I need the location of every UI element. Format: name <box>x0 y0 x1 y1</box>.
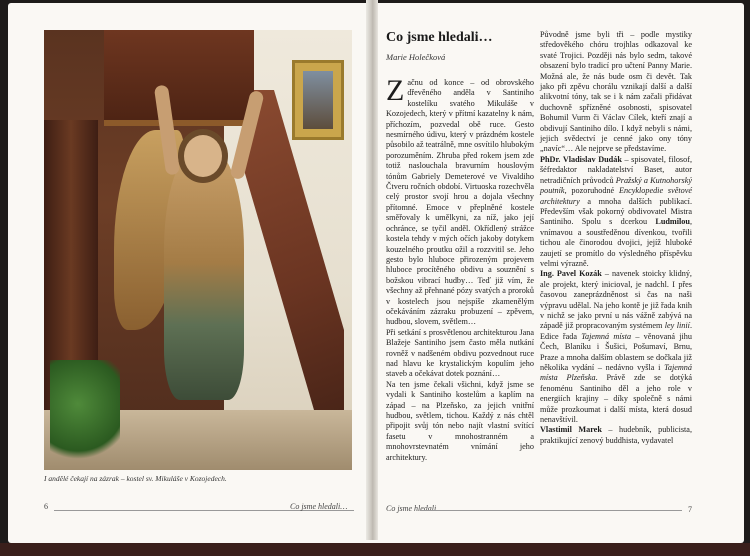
footer-rule-right <box>420 510 682 511</box>
person-name: Ing. Pavel Kozák <box>540 269 602 279</box>
photo-caption: I andělé čekají na zázrak – kostel sv. Mikuláše v Kozojedech. <box>44 474 227 483</box>
chapter-author: Marie Holečková <box>386 52 446 62</box>
paragraph: Ing. Pavel Kozák – navenek stoicky klidný, ale projekt, který inicioval, je nadchl. I přes časovou zaneprázdněnost si čas na naši výpravu udělal. Na jeho kontě je již řada knih v nichž se jako první u nás vážně zabývá na západě již propracovaným systémem ley linií. Edice řada Tajemná místa – věnovaná jihu Čech, Blaníku i Šušici, Pošumaví, Brnu, Praze a mnoha dalším oblastem se dočkala již několika vydání – nedávno vyšla i Tajemná místa Plzeňska. Právě zde se dotýká fenoménu Santiniho děl a jeho role v energiích krajiny – díky společně s námi může prozkoumat i další místa, která dosud nenavštívil. <box>540 269 692 425</box>
drop-cap: Z <box>386 74 405 107</box>
text-column-1 <box>386 74 534 463</box>
chapter-title: Co jsme hledali… <box>386 30 493 45</box>
paragraph: Při setkání s prosvětlenou architekturou Jana Blažeje Santiniho jsem často měla nutkání rovněž v nadšeném obdivu pozvednout ruce nad hlavu ke krystalickým kopulím jeho staveb a očekávat dotek poznání… <box>386 327 534 379</box>
paragraph: Začnu od konce – od obrovského dřevěného anděla v Santiniho kostelíku svatého Mikuláše v Kozojedech, který v přítmí kazatelny k nám, příchozím, pozvedal obě ruce. Gesto nesmírného údivu, který v prázdném kostele působilo až teatrálně, mne osvítilo hlubokým porozuměním. Zhruba před rokem jsem zde totiž naslouchala bravurním houslovým tónům Gabriely Demeterové ve Vivaldiho Čtveru ročních období. Virtuoska rozechvěla celý prostor svojí hrou a dojala všechny přítomné. Emoce v přeplněné kostele směřovaly k umělkyni, za níž, jako její ochránce, se tyčil anděl. Okřídlený strážce kostela tehdy v mých očích jakoby dotykem kouzelného proutku ožil a rozzvitil se. Jeho gesto bylo hluboce přirozeným projevem hluboce procítěného obdivu a souznění s božskou vibrací hudby… Teď již vím, že všechny až přehnané pózy svatých a proroků v kostelech jsou nejspíše zkamenělým očekáváním zázraku probuzení – zpěvem, hudbou, slovem, světlem… <box>386 74 534 327</box>
paragraph: Původně jsme byli tři – podle mystiky středověkého chóru trojhlas odkazoval ke svaté Trojici. Později nás bylo sedm, takové obsazení bylo tradicí pro učtení Panny Marie. Možná ale, že nás bude osm či devět. Tak jako při zpěvu chorálu vznikají další a další alikvotní tóny, tak se i k nám začali přidávat duchovně spřízněné osobnosti, spisovatel Bohumil Vurm či Václav Cílek, kteří znají a obdivují Santiniho dílo. I když nebyli s námi, jejich svědectví je cenné jako ony tóny „navíc“… Ale nejprve se představíme. <box>540 30 692 154</box>
angel-statue-photo <box>44 30 352 470</box>
person-name: Vlastimil Marek <box>540 425 602 435</box>
paragraph: Na ten jsme čekali všichni, když jsme se vydali k Santiniho kostelům a kaplím na západ – na Plzeňsko, za jejich vnitřní hudbou, světlem, tichou. Každý z nás chtěl připojit svůj tón nebo najít vlastní svítící fasetu v mnohostranném a mnohovrstevnatém vnímání jeho architektury. <box>386 379 534 462</box>
person-name: PhDr. Vladislav Dudák <box>540 154 622 164</box>
running-head-left: Co jsme hledali… <box>290 502 348 511</box>
paragraph: PhDr. Vladislav Dudák – spisovatel, filosof, šéfredaktor nakladatelství Baset, autor netradičních průvodců Pražský a Kutnohorský poutník, pozoruhodné Encyklopedie světové architektury a mnoha dalších publikací. Především však pokorný obdivovatel Mistra Santiniho. Spolu s dcerkou Ludmilou, vnímavou a soustředěnou dívenkou, tvořili tichou ale činorodou dvojici, jejíž hluboké zaujetí se promítlo do výsledného příspěvku velmi výrazně. <box>540 154 693 268</box>
text-column-2 <box>540 30 692 446</box>
running-head-right: Co jsme hledali… <box>386 504 444 513</box>
paragraph: Vlastimil Marek – hudebník, publicista, praktikující zenový buddhista, vydavatel <box>540 425 692 445</box>
page-number-right: 7 <box>688 505 692 514</box>
page-number-left: 6 <box>44 502 48 511</box>
book-cover-edge <box>0 543 750 556</box>
book-spine <box>366 0 378 540</box>
